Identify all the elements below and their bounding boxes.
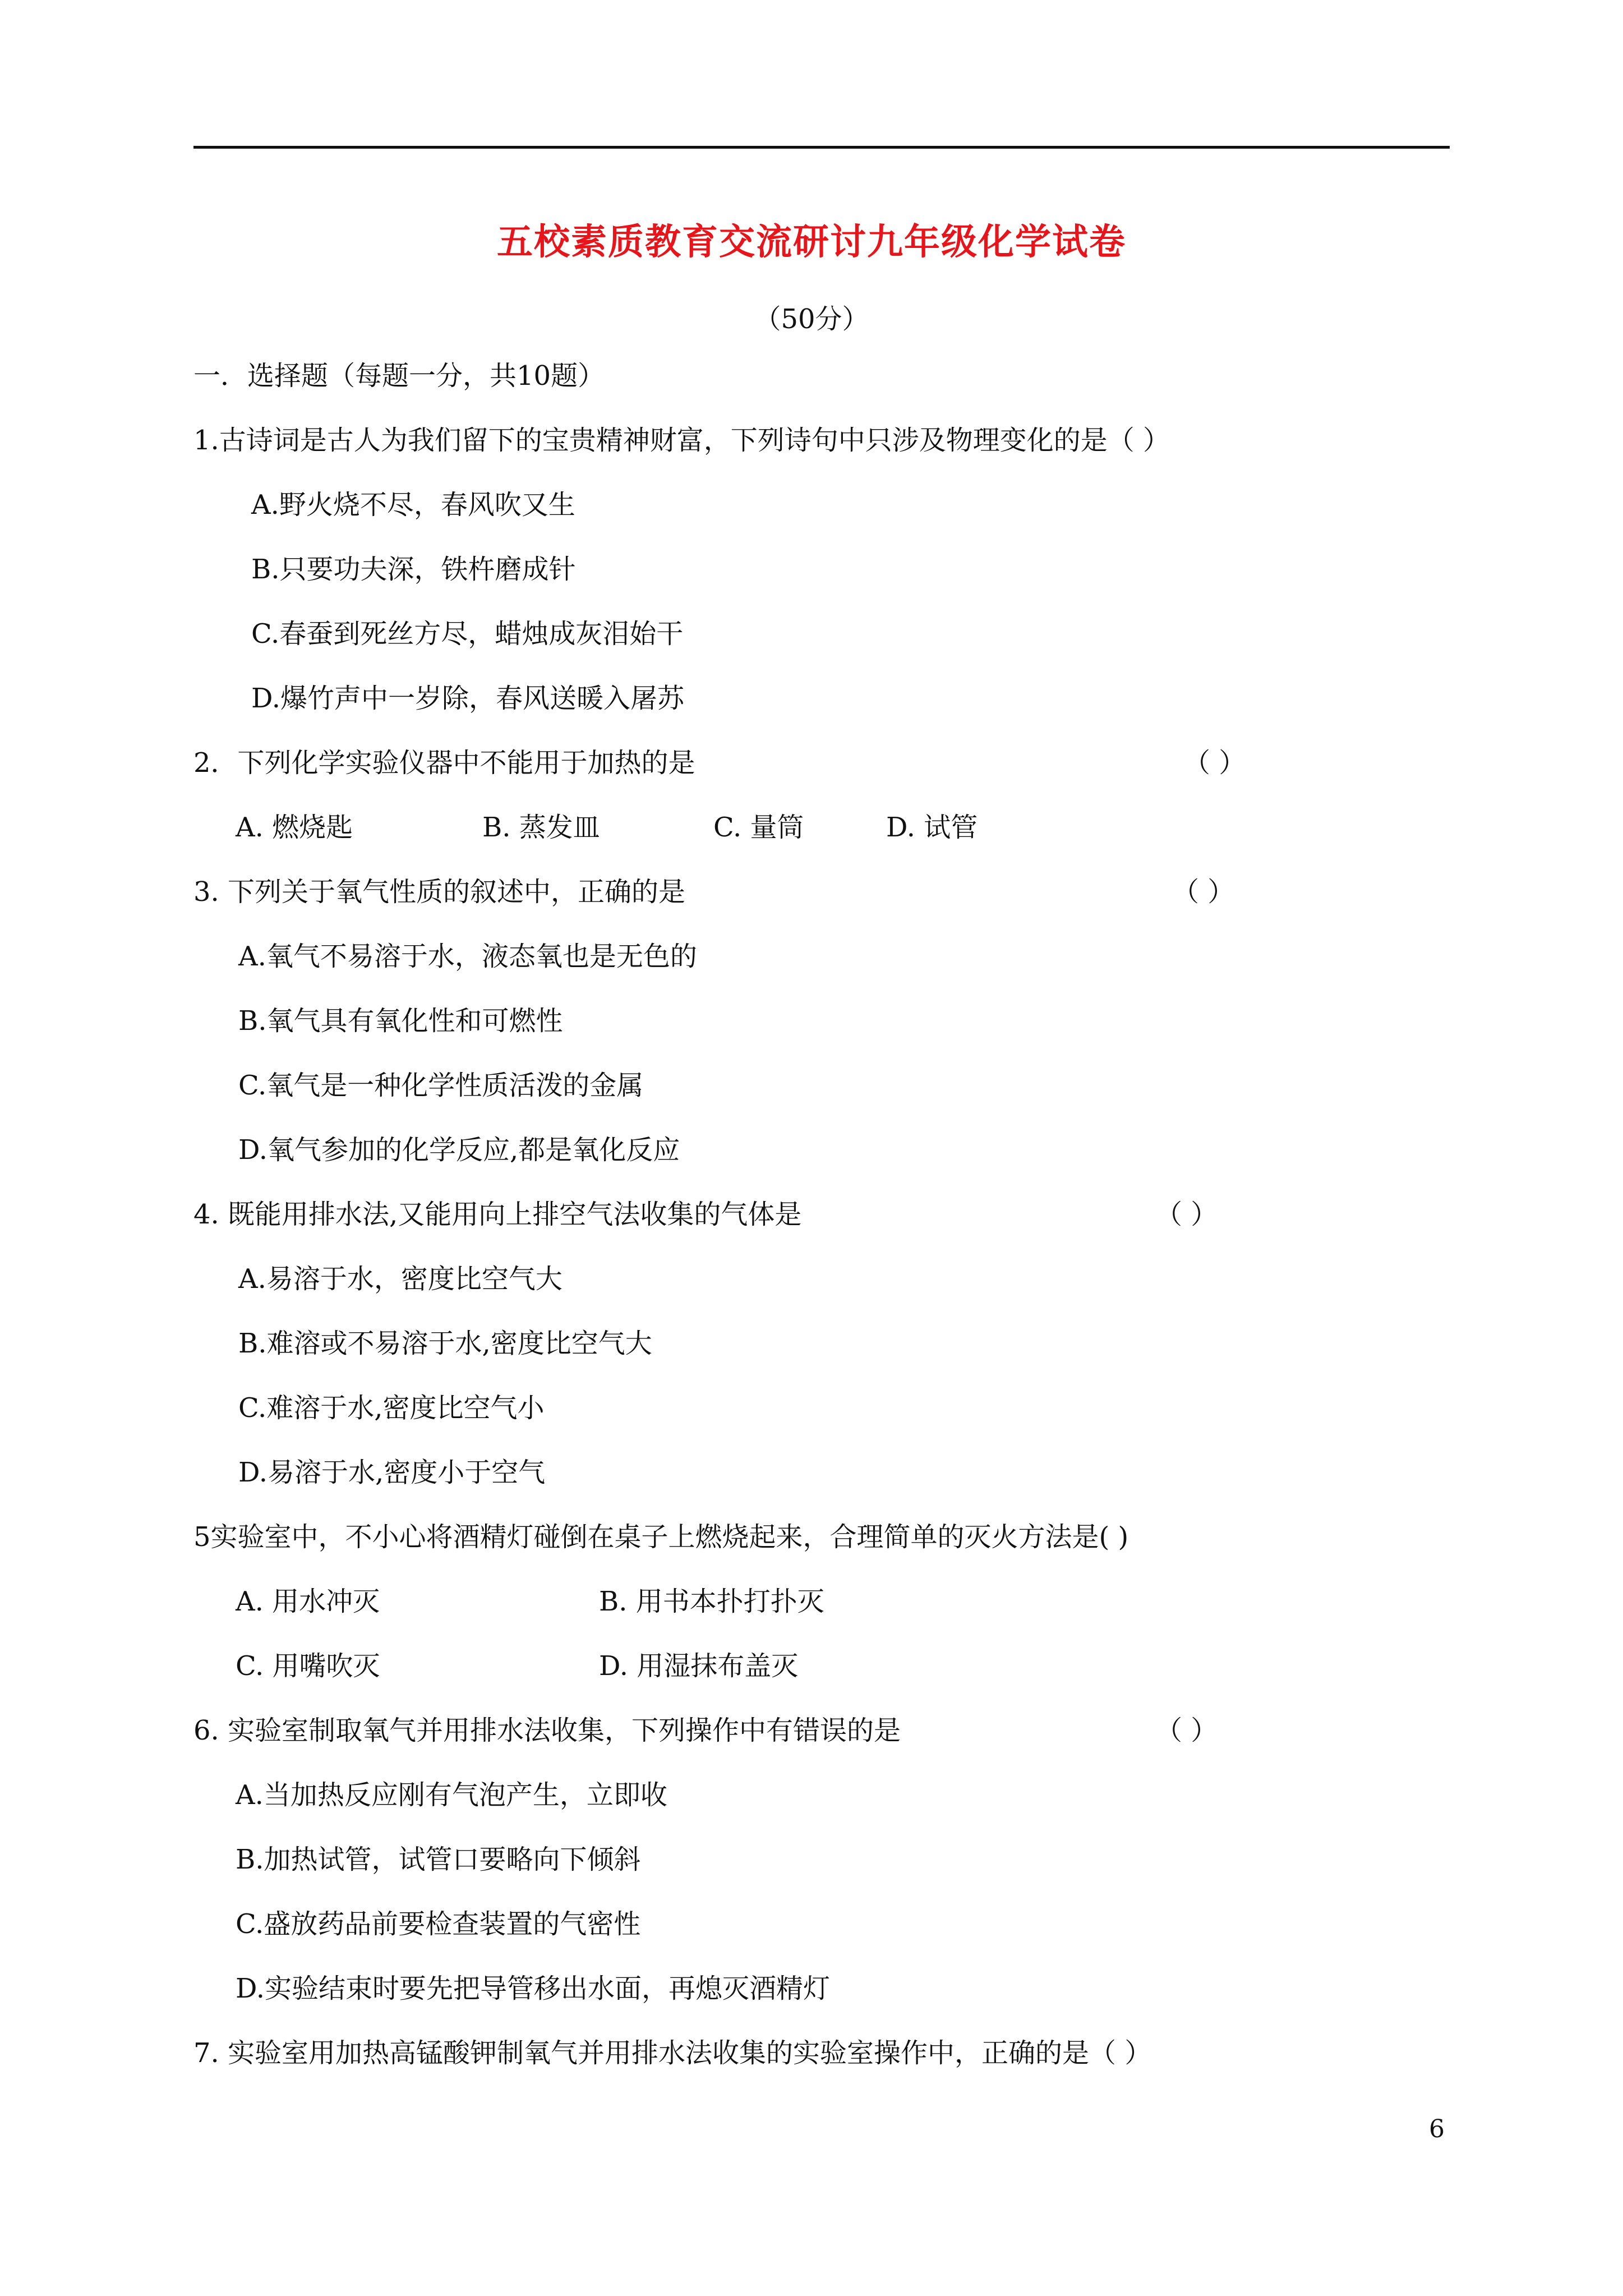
top-rule (193, 146, 1450, 149)
question-3-option-d: D.氧气参加的化学反应,都是氧化反应 (238, 1134, 680, 1166)
question-2-answer-blank: （ ） (1183, 747, 1246, 779)
question-3-option-a: A.氧气不易溶于水，液态氧也是无色的 (238, 941, 697, 972)
question-1-stem: 1.古诗词是古人为我们留下的宝贵精神财富，下列诗句中只涉及物理变化的是（ ） (193, 425, 1170, 456)
question-4-answer-blank: （ ） (1155, 1199, 1218, 1230)
question-4-option-d: D.易溶于水,密度小于空气 (238, 1457, 546, 1488)
section-heading: 一．选择题（每题一分，共10题） (193, 360, 605, 392)
question-4-option-a: A.易溶于水，密度比空气大 (238, 1263, 562, 1295)
question-1-option-c: C.春蚕到死丝方尽，蜡烛成灰泪始干 (251, 618, 684, 650)
question-3-answer-blank: （ ） (1172, 876, 1235, 908)
question-5-option-b: B. 用书本扑打扑灭 (599, 1586, 824, 1617)
question-6-option-b: B.加热试管，试管口要略向下倾斜 (236, 1844, 641, 1875)
question-1-option-b: B.只要功夫深，铁杵磨成针 (251, 554, 576, 585)
question-3-stem: 3. 下列关于氧气性质的叙述中，正确的是 (193, 876, 686, 908)
question-3-option-c: C.氧气是一种化学性质活泼的金属 (238, 1070, 644, 1101)
question-6-option-d: D.实验结束时要先把导管移出水面，再熄灭酒精灯 (236, 1973, 831, 2004)
exam-title: 五校素质教育交流研讨九年级化学试卷 (497, 221, 1126, 263)
question-2-option-b: B. 蒸发皿 (482, 812, 600, 843)
question-4-stem: 4. 既能用排水法,又能用向上排空气法收集的气体是 (193, 1199, 802, 1230)
question-6-option-c: C.盛放药品前要检查装置的气密性 (236, 1908, 641, 1940)
question-1-option-a: A.野火烧不尽，春风吹又生 (251, 489, 575, 521)
question-7-stem: 7. 实验室用加热高锰酸钾制氧气并用排水法收集的实验室操作中，正确的是（ ） (193, 2037, 1152, 2069)
total-score: （50分） (754, 303, 869, 335)
question-5-option-c: C. 用嘴吹灭 (236, 1650, 380, 1682)
question-2-stem: 2．下列化学实验仪器中不能用于加热的是 (193, 747, 695, 779)
question-6-stem: 6. 实验室制取氧气并用排水法收集，下列操作中有错误的是 (193, 1715, 901, 1746)
question-1-option-d: D.爆竹声中一岁除，春风送暖入屠苏 (251, 683, 685, 714)
question-4-option-b: B.难溶或不易溶于水,密度比空气大 (238, 1328, 652, 1359)
page-number: 6 (1429, 2115, 1445, 2143)
question-4-option-c: C.难溶于水,密度比空气小 (238, 1392, 545, 1424)
question-2-option-c: C. 量筒 (713, 812, 804, 843)
question-6-option-a: A.当加热反应刚有气泡产生，立即收 (236, 1779, 667, 1811)
question-6-answer-blank: （ ） (1155, 1715, 1218, 1746)
question-3-option-b: B.氧气具有氧化性和可燃性 (238, 1005, 563, 1037)
question-5-option-d: D. 用湿抹布盖灭 (599, 1650, 799, 1682)
question-5-stem: 5实验室中，不小心将酒精灯碰倒在桌子上燃烧起来，合理简单的灭火方法是( ) (193, 1521, 1129, 1553)
question-2-option-d: D. 试管 (886, 812, 978, 843)
question-5-option-a: A. 用水冲灭 (236, 1586, 380, 1617)
question-2-option-a: A. 燃烧匙 (236, 812, 353, 843)
